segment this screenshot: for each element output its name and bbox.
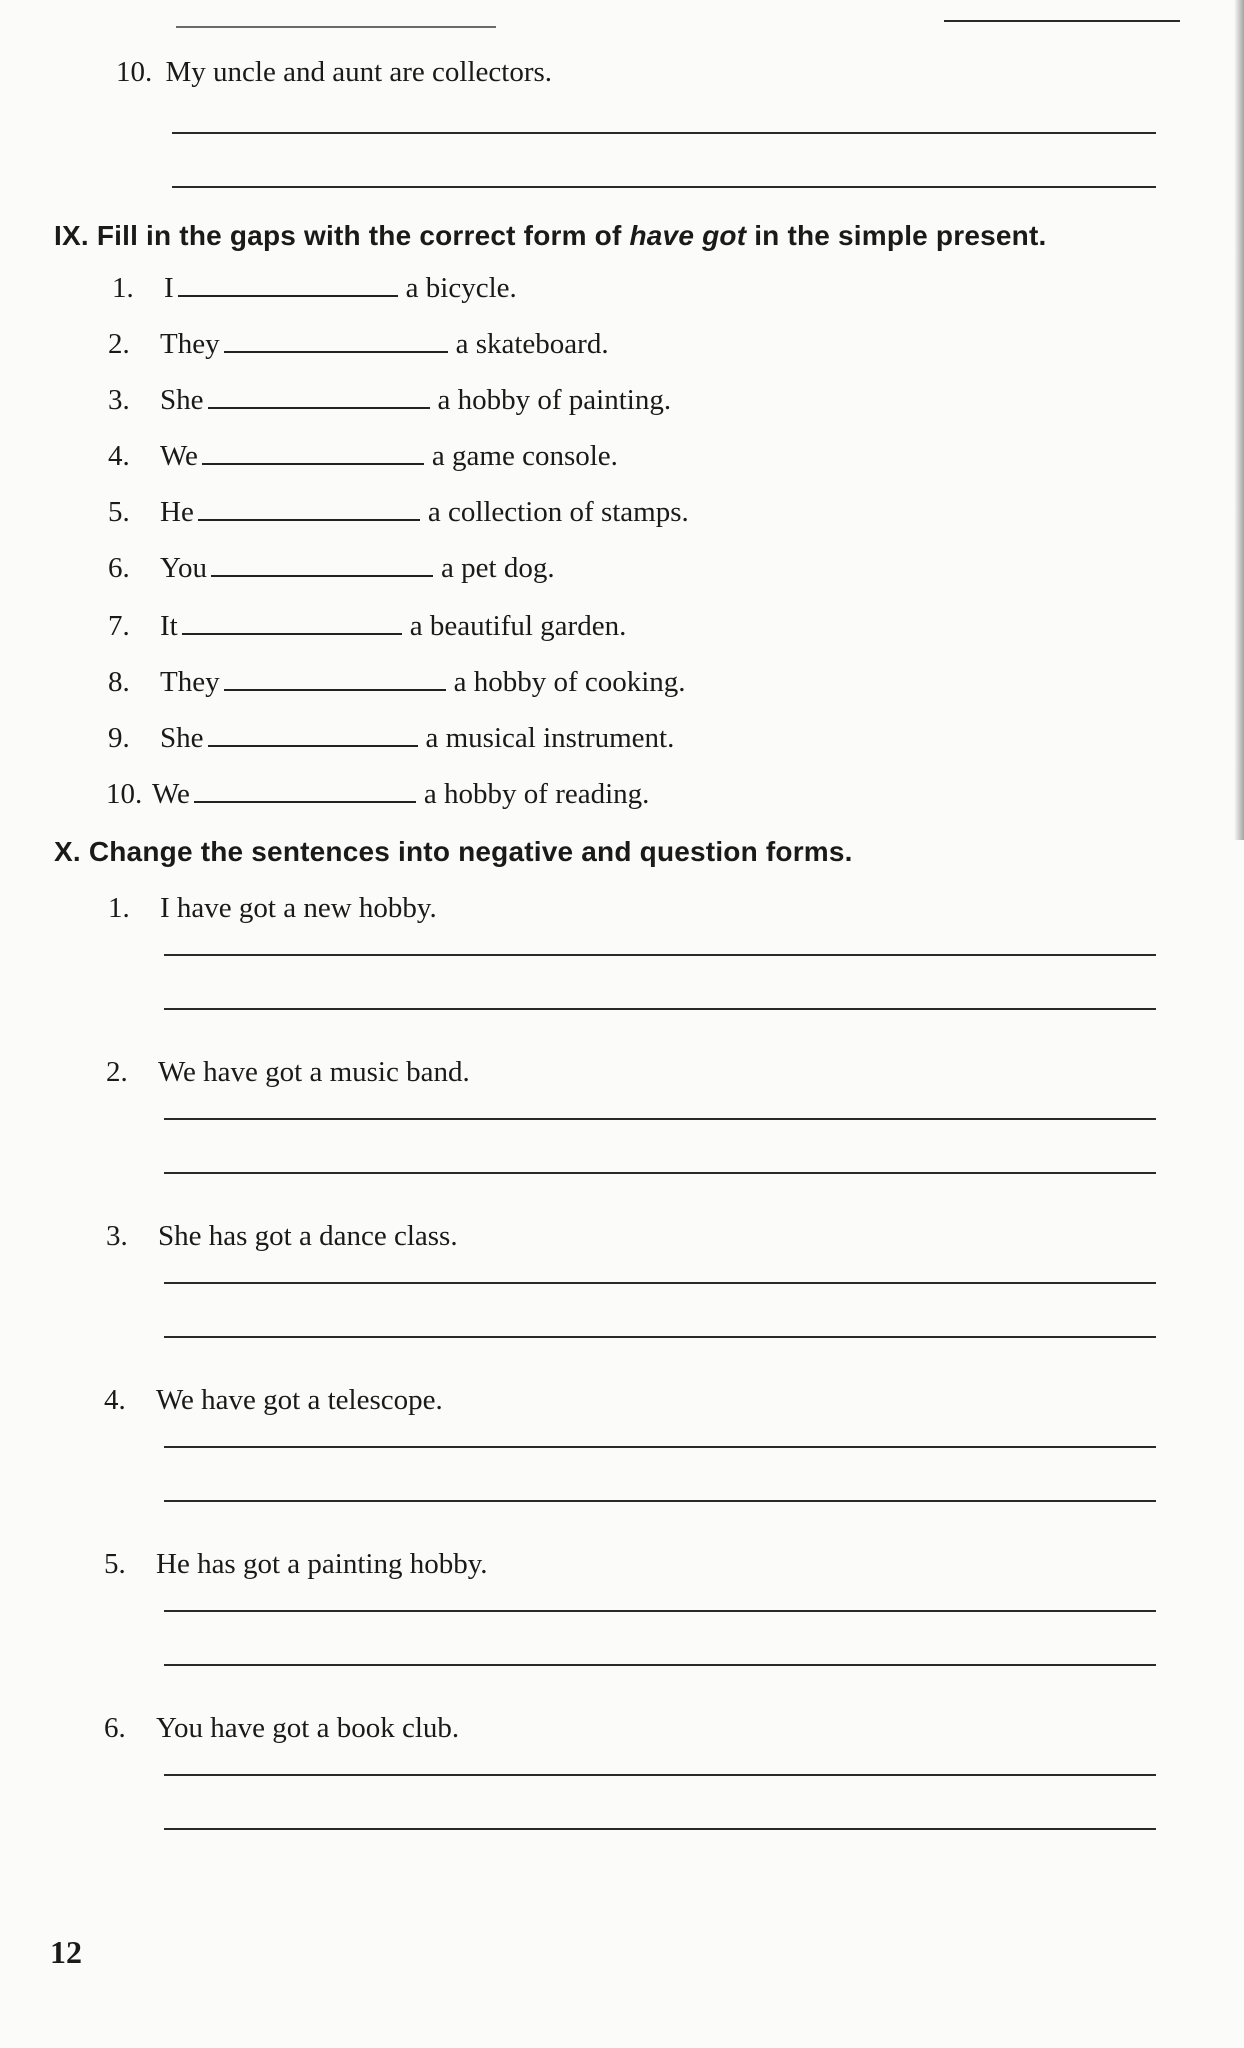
item-number: 8. <box>108 666 130 698</box>
item-rest: a musical instrument. <box>425 722 675 754</box>
gap-blank[interactable] <box>178 295 398 297</box>
fill-gap-item <box>108 666 686 699</box>
transform-item <box>106 1220 458 1253</box>
item-number: 10. <box>106 778 143 810</box>
item-number: 5. <box>108 496 130 528</box>
item-subject: She <box>160 722 204 754</box>
item-subject: We <box>160 440 198 472</box>
item-subject: We <box>152 778 190 810</box>
question-answer-line[interactable] <box>164 1664 1156 1666</box>
gap-blank[interactable] <box>194 801 416 803</box>
item-number: 2. <box>106 1056 128 1088</box>
gap-blank[interactable] <box>224 689 446 691</box>
question-answer-line[interactable] <box>164 1500 1156 1502</box>
answer-line[interactable] <box>172 186 1156 188</box>
question-answer-line[interactable] <box>164 1172 1156 1174</box>
fill-gap-item <box>108 610 626 643</box>
fill-gap-item <box>108 384 671 417</box>
negative-answer-line[interactable] <box>164 1282 1156 1284</box>
item-subject: It <box>160 610 178 642</box>
item-text: I have got a new hobby. <box>160 892 437 924</box>
fill-gap-item <box>112 272 517 305</box>
negative-answer-line[interactable] <box>164 954 1156 956</box>
item-number: 6. <box>108 552 130 584</box>
previous-exercise-item <box>116 56 552 89</box>
item-rest: a pet dog. <box>441 552 555 584</box>
item-text: You have got a book club. <box>156 1712 460 1744</box>
answer-line[interactable] <box>172 132 1156 134</box>
item-rest: a beautiful garden. <box>409 610 627 642</box>
negative-answer-line[interactable] <box>164 1118 1156 1120</box>
page-edge-shadow <box>1234 0 1244 840</box>
question-answer-line[interactable] <box>164 1828 1156 1830</box>
item-subject: I <box>164 272 174 304</box>
fill-gap-item <box>106 778 649 811</box>
item-subject: He <box>160 496 194 528</box>
item-number: 4. <box>108 440 130 472</box>
fill-gap-item <box>108 552 555 585</box>
section-ix-heading: IX. Fill in the gaps with the correct form of have got in the simple present. <box>54 220 1047 251</box>
item-subject: She <box>160 384 204 416</box>
item-rest: a bicycle. <box>405 272 517 304</box>
item-text: We have got a music band. <box>158 1056 470 1088</box>
item-rest: a hobby of cooking. <box>453 666 686 698</box>
transform-item <box>108 892 437 925</box>
item-number: 3. <box>106 1220 128 1252</box>
item-rest: a collection of stamps. <box>427 496 689 528</box>
fill-gap-item <box>108 496 689 529</box>
heading-emphasis: have got <box>629 220 747 251</box>
item-rest: a hobby of painting. <box>437 384 672 416</box>
item-text: He has got a painting hobby. <box>156 1548 488 1580</box>
item-number: 5. <box>104 1548 126 1580</box>
item-text: My uncle and aunt are collectors. <box>165 56 553 88</box>
item-number: 10. <box>116 56 153 88</box>
transform-item <box>106 1056 470 1089</box>
gap-blank[interactable] <box>211 575 433 577</box>
gap-blank[interactable] <box>198 519 420 521</box>
item-subject: You <box>160 552 208 584</box>
item-number: 7. <box>108 610 130 642</box>
item-text: She has got a dance class. <box>158 1220 458 1252</box>
fill-gap-item <box>108 722 674 755</box>
question-answer-line[interactable] <box>164 1008 1156 1010</box>
item-rest: a hobby of reading. <box>423 778 650 810</box>
section-x-heading: X. Change the sentences into negative and question forms. <box>54 836 853 867</box>
item-text: We have got a telescope. <box>156 1384 443 1416</box>
fill-gap-item <box>108 328 609 361</box>
gap-blank[interactable] <box>208 745 418 747</box>
negative-answer-line[interactable] <box>164 1774 1156 1776</box>
page-number: 12 <box>50 1934 82 1970</box>
answer-line[interactable] <box>176 26 496 28</box>
negative-answer-line[interactable] <box>164 1610 1156 1612</box>
item-rest: a skateboard. <box>455 328 609 360</box>
gap-blank[interactable] <box>202 463 424 465</box>
fill-gap-item <box>108 440 618 473</box>
item-number: 1. <box>108 892 130 924</box>
item-number: 4. <box>104 1384 126 1416</box>
item-number: 6. <box>104 1712 126 1744</box>
item-subject: They <box>160 328 220 360</box>
gap-blank[interactable] <box>208 407 430 409</box>
gap-blank[interactable] <box>182 633 402 635</box>
item-number: 1. <box>112 272 134 304</box>
question-answer-line[interactable] <box>164 1336 1156 1338</box>
negative-answer-line[interactable] <box>164 1446 1156 1448</box>
item-number: 9. <box>108 722 130 754</box>
transform-item <box>104 1712 459 1745</box>
gap-blank[interactable] <box>224 351 448 353</box>
item-rest: a game console. <box>431 440 618 472</box>
answer-line[interactable] <box>944 20 1180 22</box>
transform-item <box>104 1548 488 1581</box>
item-subject: They <box>160 666 220 698</box>
transform-item <box>104 1384 443 1417</box>
item-number: 3. <box>108 384 130 416</box>
item-number: 2. <box>108 328 130 360</box>
